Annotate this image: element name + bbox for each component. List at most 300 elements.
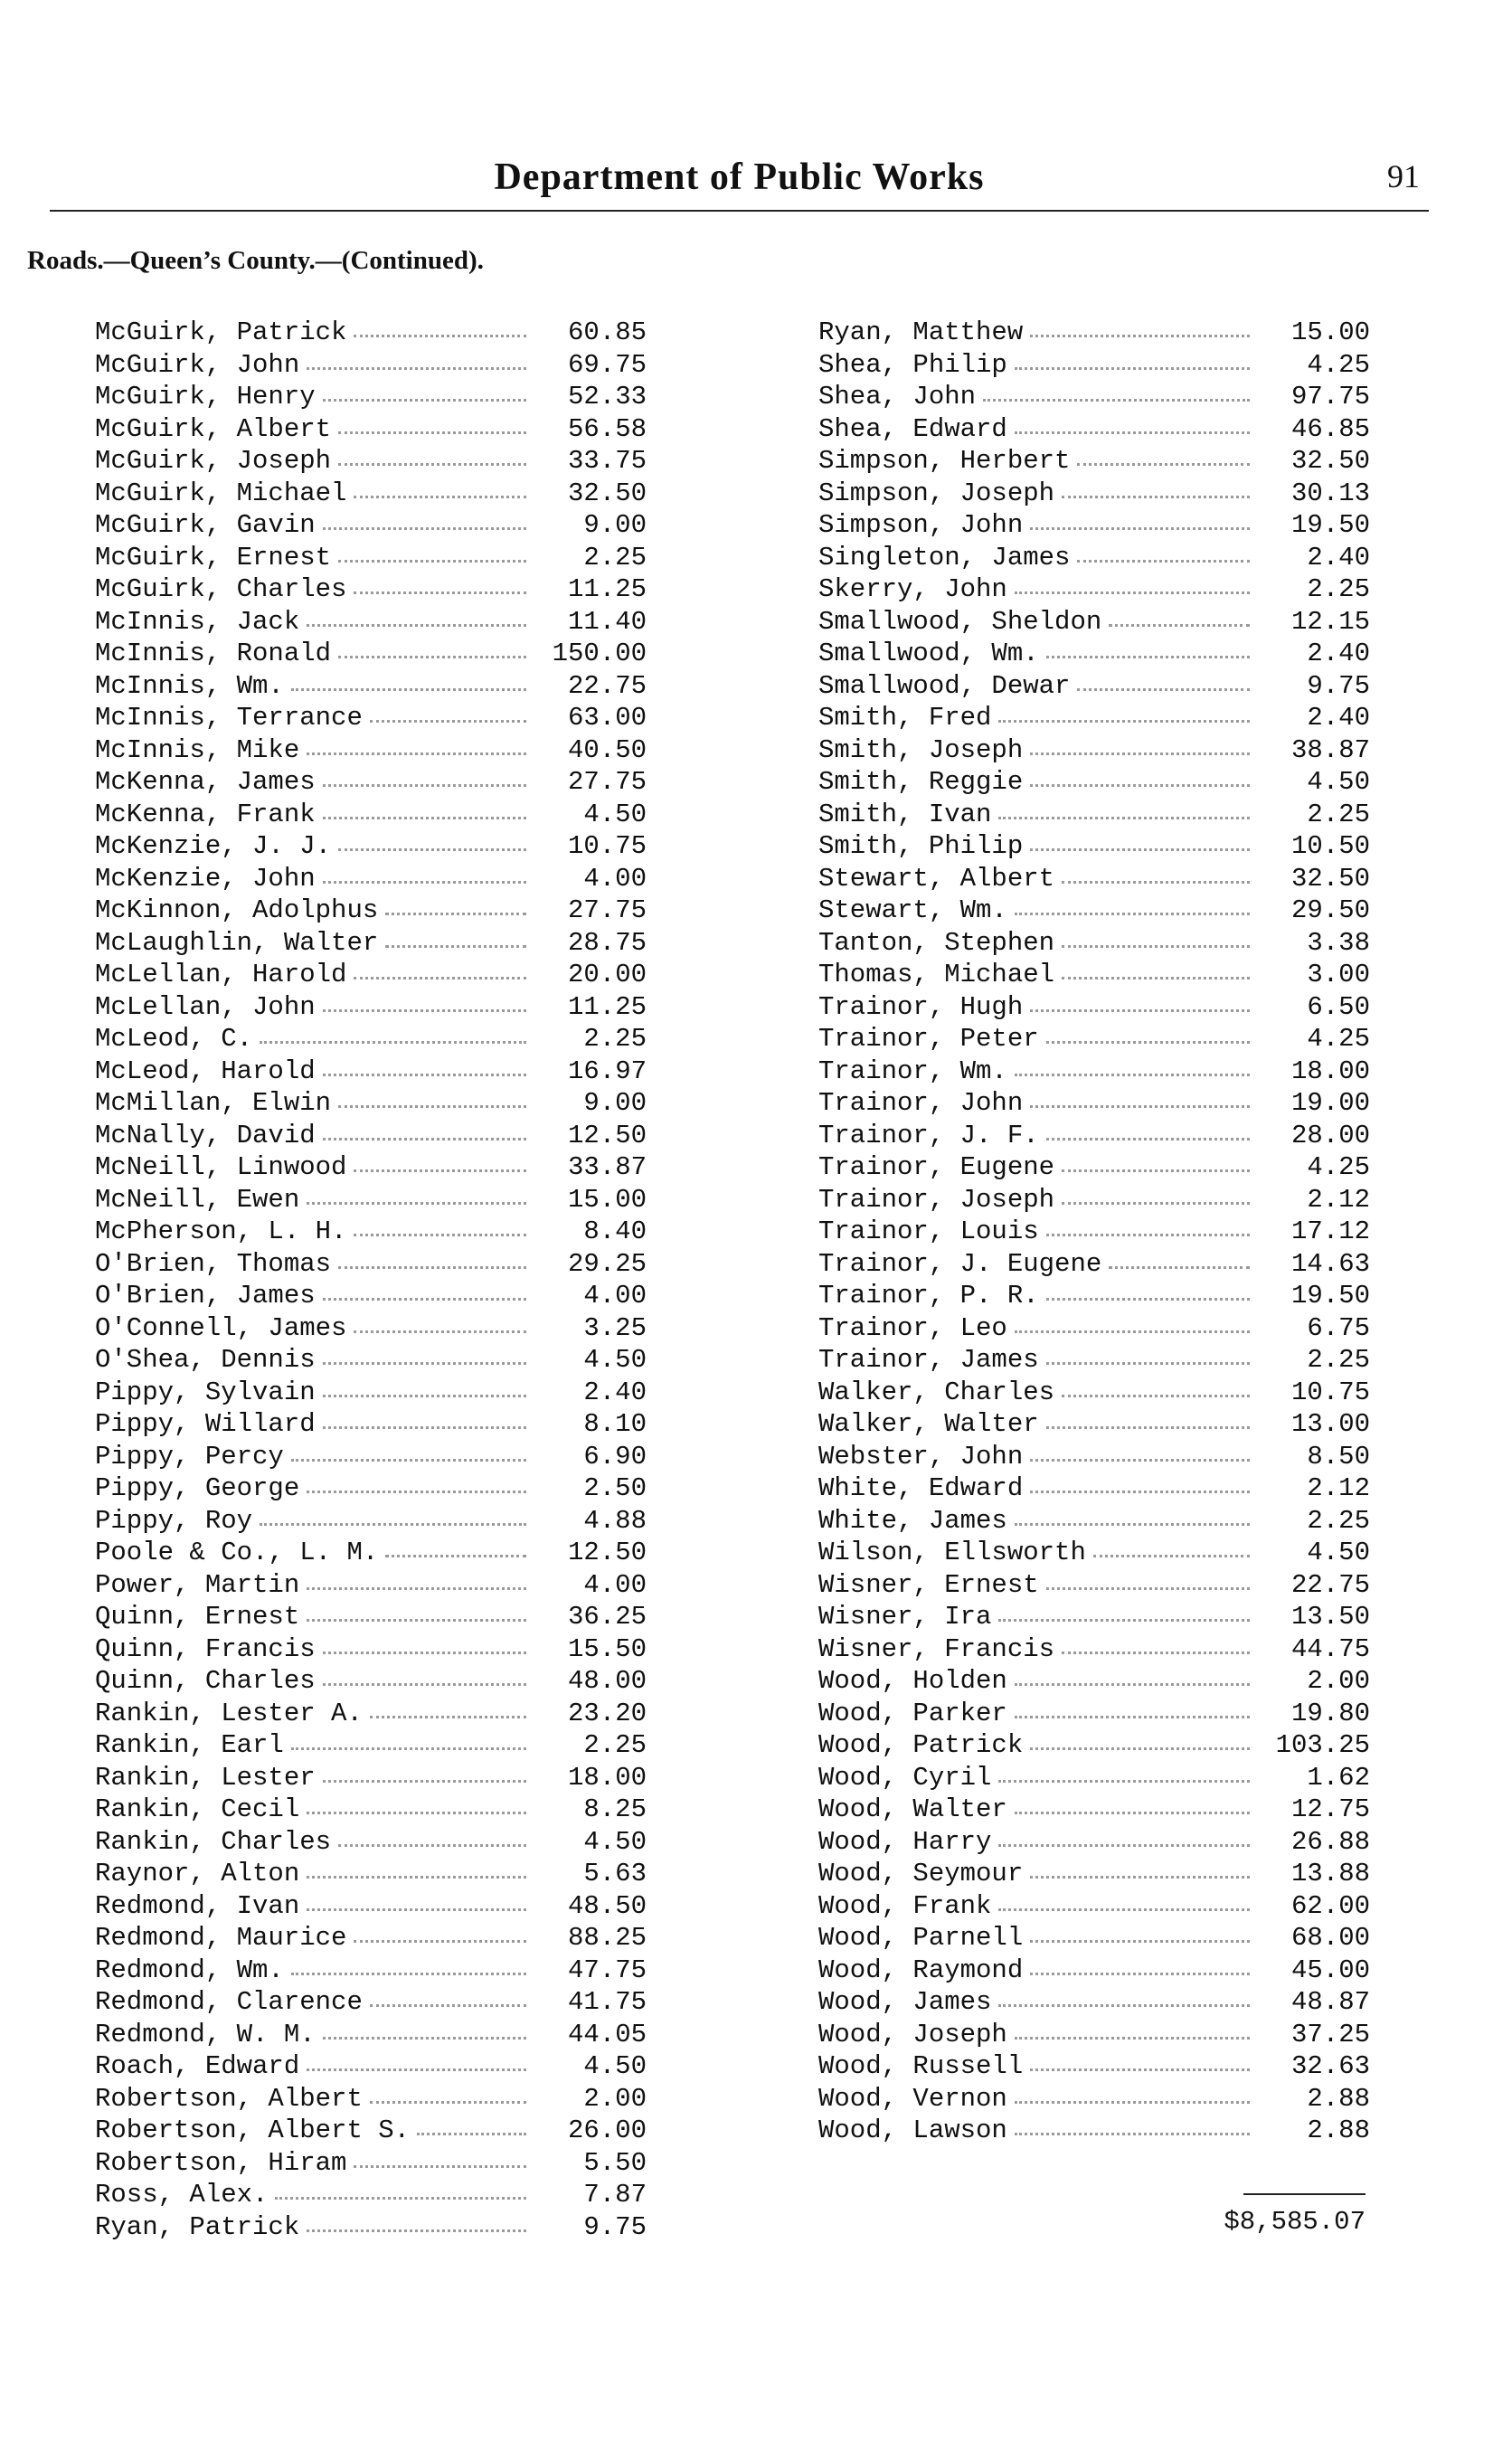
dot-leader bbox=[1030, 784, 1250, 787]
list-item bbox=[95, 1312, 647, 1345]
dot-leader bbox=[354, 335, 526, 337]
payee-name: Shea, John bbox=[818, 382, 977, 412]
payment-amount: 52.33 bbox=[567, 382, 647, 412]
payment-amount: 22.75 bbox=[567, 670, 647, 701]
dot-leader bbox=[323, 881, 526, 884]
dot-leader bbox=[323, 2037, 526, 2040]
dot-leader bbox=[1062, 1202, 1250, 1205]
dot-leader bbox=[291, 1459, 526, 1462]
dot-leader bbox=[370, 2101, 526, 2104]
payee-name: Wood, James bbox=[818, 1987, 992, 2017]
payee-name: McLellan, John bbox=[95, 991, 316, 1022]
dot-leader bbox=[1062, 881, 1250, 884]
payee-name: Trainor, Eugene bbox=[818, 1152, 1055, 1182]
payee-name: Raynor, Alton bbox=[95, 1859, 300, 1888]
payee-name: McGuirk, John bbox=[95, 349, 300, 380]
payment-amount: 33.75 bbox=[567, 446, 647, 476]
dot-leader bbox=[291, 1747, 526, 1750]
list-item bbox=[95, 478, 647, 510]
dot-leader bbox=[354, 1169, 526, 1172]
left-column bbox=[95, 317, 647, 2243]
payment-amount: 9.75 bbox=[1307, 670, 1370, 701]
list-item bbox=[95, 1248, 647, 1281]
payment-amount: 68.00 bbox=[1290, 1923, 1370, 1953]
section-heading: Roads.—Queen’s County.—(Continued). bbox=[27, 246, 484, 275]
dot-leader bbox=[323, 784, 526, 787]
dot-leader bbox=[1030, 2068, 1250, 2071]
list-item bbox=[818, 1794, 1370, 1826]
list-item bbox=[818, 1216, 1370, 1248]
payment-amount: 33.87 bbox=[567, 1152, 647, 1182]
dot-leader bbox=[338, 463, 526, 466]
list-item bbox=[818, 1890, 1370, 1923]
list-item bbox=[818, 1344, 1370, 1377]
list-item bbox=[95, 2179, 647, 2211]
page-title: Department of Public Works bbox=[494, 156, 985, 198]
payment-amount: 27.75 bbox=[567, 895, 647, 925]
payment-amount: 2.25 bbox=[583, 1730, 647, 1760]
dot-leader bbox=[323, 1780, 526, 1783]
payee-name: Trainor, Wm. bbox=[818, 1055, 1007, 1086]
payment-amount: 19.80 bbox=[1290, 1698, 1370, 1728]
payment-amount: 4.25 bbox=[1307, 1024, 1370, 1054]
dot-leader bbox=[338, 560, 526, 563]
payment-amount: 97.75 bbox=[1290, 382, 1370, 412]
payment-amount: 2.40 bbox=[1307, 639, 1370, 668]
payment-amount: 44.75 bbox=[1290, 1633, 1370, 1664]
dot-leader bbox=[323, 1009, 526, 1012]
list-item bbox=[818, 1922, 1370, 1955]
payment-amount: 60.85 bbox=[567, 317, 647, 347]
dot-leader bbox=[1062, 496, 1250, 498]
payee-name: O'Brien, James bbox=[95, 1281, 316, 1311]
dot-leader bbox=[1030, 1973, 1250, 1975]
list-item bbox=[818, 413, 1370, 446]
payee-name: McGuirk, Ernest bbox=[95, 542, 332, 573]
payment-amount: 150.00 bbox=[552, 639, 647, 668]
payee-name: Trainor, Leo bbox=[818, 1312, 1007, 1343]
list-item bbox=[95, 1505, 647, 1538]
dot-leader bbox=[354, 1234, 526, 1236]
payee-name: White, Edward bbox=[818, 1473, 1024, 1503]
payee-name: Wilson, Ellsworth bbox=[818, 1538, 1086, 1567]
dot-leader bbox=[307, 2068, 526, 2071]
list-item bbox=[818, 1665, 1370, 1698]
dot-leader bbox=[1015, 1683, 1250, 1686]
dot-leader bbox=[998, 1619, 1250, 1622]
list-item bbox=[95, 1826, 647, 1859]
dot-leader bbox=[983, 399, 1250, 402]
payment-amount: 16.97 bbox=[567, 1055, 647, 1086]
dot-leader bbox=[1015, 2101, 1250, 2104]
payee-name: Wood, Holden bbox=[818, 1666, 1007, 1696]
payee-name: Wood, Lawson bbox=[818, 2115, 1007, 2145]
payment-amount: 1.62 bbox=[1307, 1762, 1370, 1793]
payment-amount: 12.75 bbox=[1290, 1794, 1370, 1824]
payee-name: Singleton, James bbox=[818, 542, 1071, 573]
list-item bbox=[818, 573, 1370, 606]
dot-leader bbox=[338, 1105, 526, 1108]
payment-amount: 46.85 bbox=[1290, 413, 1370, 444]
list-item bbox=[95, 1441, 647, 1473]
list-item bbox=[95, 638, 647, 670]
list-item bbox=[95, 349, 647, 382]
list-item bbox=[818, 1120, 1370, 1152]
payment-amount: 3.38 bbox=[1307, 927, 1370, 958]
list-item bbox=[818, 734, 1370, 767]
dot-leader bbox=[1062, 977, 1250, 980]
dot-leader bbox=[417, 2133, 526, 2135]
dot-leader bbox=[1062, 1652, 1250, 1654]
payee-name: Ross, Alex. bbox=[95, 2180, 269, 2210]
payment-amount: 15.50 bbox=[567, 1633, 647, 1664]
payment-amount: 30.13 bbox=[1290, 478, 1370, 508]
dot-leader bbox=[1062, 1395, 1250, 1397]
payment-amount: 8.25 bbox=[583, 1794, 647, 1824]
total-rule bbox=[1243, 2193, 1366, 2195]
list-item bbox=[95, 573, 647, 606]
payment-amount: 9.00 bbox=[583, 510, 647, 540]
payee-name: McPherson, L. H. bbox=[95, 1216, 347, 1246]
payee-name: Smallwood, Dewar bbox=[818, 670, 1071, 701]
payment-amount: 6.75 bbox=[1307, 1312, 1370, 1343]
list-item bbox=[95, 2019, 647, 2051]
payment-amount: 28.00 bbox=[1290, 1120, 1370, 1150]
payment-amount: 2.25 bbox=[583, 1024, 647, 1054]
payment-amount: 32.50 bbox=[567, 478, 647, 508]
dot-leader bbox=[1015, 592, 1250, 594]
dot-leader bbox=[1015, 367, 1250, 370]
payee-name: Shea, Edward bbox=[818, 413, 1007, 444]
payee-name: O'Connell, James bbox=[95, 1312, 347, 1343]
payment-amount: 29.25 bbox=[567, 1248, 647, 1279]
payee-name: Pippy, Sylvain bbox=[95, 1377, 316, 1407]
list-item bbox=[818, 349, 1370, 382]
list-item bbox=[818, 1248, 1370, 1281]
list-item bbox=[818, 894, 1370, 927]
payment-amount: 2.00 bbox=[583, 2083, 647, 2114]
payment-amount: 29.50 bbox=[1290, 895, 1370, 925]
dot-leader bbox=[998, 817, 1250, 819]
list-item bbox=[95, 1729, 647, 1762]
list-item bbox=[95, 959, 647, 991]
payee-name: Wood, Walter bbox=[818, 1794, 1007, 1824]
payee-name: Trainor, John bbox=[818, 1088, 1024, 1118]
dot-leader bbox=[385, 913, 526, 915]
list-item bbox=[818, 1601, 1370, 1633]
payee-name: McLellan, Harold bbox=[95, 960, 347, 989]
payee-name: Rankin, Charles bbox=[95, 1826, 332, 1857]
dot-leader bbox=[385, 1555, 526, 1557]
payment-amount: 4.00 bbox=[583, 863, 647, 894]
payment-amount: 38.87 bbox=[1290, 734, 1370, 765]
grand-total: $8,585.07 bbox=[1224, 2207, 1366, 2237]
list-item bbox=[95, 1023, 647, 1055]
dot-leader bbox=[260, 1523, 526, 1526]
list-item bbox=[818, 317, 1370, 349]
list-item bbox=[818, 1184, 1370, 1216]
payment-amount: 15.00 bbox=[567, 1184, 647, 1215]
list-item bbox=[818, 1633, 1370, 1666]
list-item bbox=[95, 1633, 647, 1666]
dot-leader bbox=[1062, 1169, 1250, 1172]
payee-name: Simpson, Joseph bbox=[818, 478, 1055, 508]
list-item bbox=[95, 2115, 647, 2147]
payment-amount: 10.75 bbox=[1290, 1377, 1370, 1407]
payment-amount: 48.50 bbox=[567, 1890, 647, 1921]
payee-name: Rankin, Lester A. bbox=[95, 1698, 363, 1728]
list-item bbox=[95, 542, 647, 574]
dot-leader bbox=[291, 688, 526, 691]
payee-name: Trainor, Joseph bbox=[818, 1184, 1055, 1215]
payee-name: Walker, Walter bbox=[818, 1409, 1039, 1439]
dot-leader bbox=[370, 1716, 526, 1718]
payment-amount: 12.50 bbox=[567, 1538, 647, 1567]
payee-name: Robertson, Hiram bbox=[95, 2147, 347, 2178]
dot-leader bbox=[1015, 1523, 1250, 1526]
payment-amount: 103.25 bbox=[1275, 1730, 1370, 1760]
payee-name: McGuirk, Henry bbox=[95, 382, 316, 412]
list-item bbox=[818, 1729, 1370, 1762]
payment-amount: 2.25 bbox=[1307, 1505, 1370, 1536]
payment-amount: 32.50 bbox=[1290, 446, 1370, 476]
dot-leader bbox=[1030, 335, 1250, 337]
payment-amount: 20.00 bbox=[567, 960, 647, 989]
list-item bbox=[818, 1505, 1370, 1538]
payee-name: McInnis, Jack bbox=[95, 606, 300, 637]
dot-leader bbox=[1046, 1587, 1250, 1590]
list-item bbox=[818, 1858, 1370, 1890]
payee-name: Quinn, Ernest bbox=[95, 1602, 300, 1632]
list-item bbox=[95, 381, 647, 413]
payment-amount: 13.50 bbox=[1290, 1602, 1370, 1632]
list-item bbox=[818, 1408, 1370, 1441]
list-item bbox=[818, 1826, 1370, 1859]
dot-leader bbox=[1015, 1716, 1250, 1718]
dot-leader bbox=[354, 1330, 526, 1333]
payee-name: McKenna, Frank bbox=[95, 799, 316, 829]
payment-amount: 3.25 bbox=[583, 1312, 647, 1343]
payment-amount: 8.40 bbox=[583, 1216, 647, 1246]
list-item bbox=[95, 1890, 647, 1923]
payment-amount: 19.50 bbox=[1290, 1281, 1370, 1311]
payment-amount: 27.75 bbox=[567, 767, 647, 797]
payee-name: Shea, Philip bbox=[818, 349, 1007, 380]
payee-name: McNally, David bbox=[95, 1120, 316, 1150]
dot-leader bbox=[338, 1844, 526, 1847]
list-item bbox=[95, 1344, 647, 1377]
payee-name: McKenzie, J. J. bbox=[95, 831, 332, 861]
dot-leader bbox=[323, 1362, 526, 1365]
dot-leader bbox=[1046, 656, 1250, 658]
payee-name: Wood, Raymond bbox=[818, 1955, 1024, 1985]
dot-leader bbox=[1093, 1555, 1250, 1557]
dot-leader bbox=[291, 1973, 526, 1975]
payee-name: Wood, Russell bbox=[818, 2051, 1024, 2081]
dot-leader bbox=[307, 1812, 526, 1814]
payment-amount: 32.63 bbox=[1290, 2051, 1370, 2081]
list-item bbox=[95, 670, 647, 703]
list-item bbox=[95, 863, 647, 895]
dot-leader bbox=[1030, 1459, 1250, 1462]
payment-amount: 5.50 bbox=[583, 2147, 647, 2178]
payee-name: Robertson, Albert bbox=[95, 2083, 363, 2114]
payee-name: Stewart, Wm. bbox=[818, 895, 1007, 925]
payee-name: McGuirk, Patrick bbox=[95, 317, 347, 347]
payee-name: Trainor, J. Eugene bbox=[818, 1248, 1102, 1279]
payment-amount: 19.50 bbox=[1290, 510, 1370, 540]
list-item bbox=[818, 1569, 1370, 1602]
payee-name: McNeill, Linwood bbox=[95, 1152, 347, 1182]
dot-leader bbox=[307, 1908, 526, 1911]
list-item bbox=[818, 1986, 1370, 2019]
list-item bbox=[95, 1055, 647, 1088]
payee-name: Pippy, Percy bbox=[95, 1441, 284, 1472]
payment-amount: 4.50 bbox=[1307, 1538, 1370, 1567]
list-item bbox=[818, 606, 1370, 639]
payee-name: Pippy, George bbox=[95, 1473, 300, 1503]
payee-name: Roach, Edward bbox=[95, 2051, 300, 2081]
payment-amount: 2.40 bbox=[583, 1377, 647, 1407]
dot-leader bbox=[1046, 1362, 1250, 1365]
list-item bbox=[818, 542, 1370, 574]
payee-name: Trainor, J. F. bbox=[818, 1120, 1039, 1150]
payment-amount: 2.88 bbox=[1307, 2083, 1370, 2114]
page-number: 91 bbox=[1387, 158, 1420, 194]
dot-leader bbox=[354, 592, 526, 594]
list-item bbox=[818, 1955, 1370, 1987]
payment-amount: 36.25 bbox=[567, 1602, 647, 1632]
payee-name: McGuirk, Michael bbox=[95, 478, 347, 508]
payee-name: McMillan, Elwin bbox=[95, 1088, 332, 1118]
payment-amount: 4.25 bbox=[1307, 1152, 1370, 1182]
payee-name: O'Shea, Dennis bbox=[95, 1345, 316, 1375]
payment-amount: 2.40 bbox=[1307, 703, 1370, 733]
list-item bbox=[818, 1023, 1370, 1055]
payee-name: Smith, Fred bbox=[818, 703, 992, 733]
payment-amount: 22.75 bbox=[1290, 1569, 1370, 1600]
payee-name: Pippy, Willard bbox=[95, 1409, 316, 1439]
list-item bbox=[818, 1472, 1370, 1505]
list-item bbox=[95, 1408, 647, 1441]
payment-amount: 2.50 bbox=[583, 1473, 647, 1503]
payee-name: Redmond, Clarence bbox=[95, 1987, 363, 2017]
payee-name: Trainor, P. R. bbox=[818, 1281, 1039, 1311]
list-item bbox=[95, 1794, 647, 1826]
payee-name: Simpson, John bbox=[818, 510, 1024, 540]
list-item bbox=[818, 1151, 1370, 1184]
payment-amount: 28.75 bbox=[567, 927, 647, 958]
list-item bbox=[95, 927, 647, 960]
list-item bbox=[95, 445, 647, 478]
payee-name: Wood, Patrick bbox=[818, 1730, 1024, 1760]
payment-amount: 47.75 bbox=[567, 1955, 647, 1985]
payee-name: Wood, Parnell bbox=[818, 1923, 1024, 1953]
payment-amount: 11.25 bbox=[567, 574, 647, 604]
payee-name: Smith, Philip bbox=[818, 831, 1024, 861]
payment-amount: 11.25 bbox=[567, 991, 647, 1022]
dot-leader bbox=[307, 1619, 526, 1622]
payee-name: McInnis, Ronald bbox=[95, 639, 332, 668]
list-item bbox=[818, 1537, 1370, 1569]
list-item bbox=[818, 2050, 1370, 2083]
payment-amount: 14.63 bbox=[1290, 1248, 1370, 1279]
payee-name: Smith, Joseph bbox=[818, 734, 1024, 765]
list-item bbox=[818, 1377, 1370, 1409]
list-item bbox=[818, 1055, 1370, 1088]
list-item bbox=[95, 799, 647, 831]
payee-name: McGuirk, Gavin bbox=[95, 510, 316, 540]
list-item bbox=[95, 2050, 647, 2083]
dot-leader bbox=[1046, 1138, 1250, 1141]
payee-name: McGuirk, Charles bbox=[95, 574, 347, 604]
dot-leader bbox=[323, 1074, 526, 1076]
payee-name: Smallwood, Sheldon bbox=[818, 606, 1102, 637]
payment-amount: 7.87 bbox=[583, 2180, 647, 2210]
payment-amount: 37.25 bbox=[1290, 2019, 1370, 2049]
dot-leader bbox=[260, 1041, 526, 1044]
payment-amount: 2.00 bbox=[1307, 1666, 1370, 1696]
payment-amount: 26.00 bbox=[567, 2115, 647, 2145]
list-item bbox=[95, 1955, 647, 1987]
list-item bbox=[818, 1762, 1370, 1794]
dot-leader bbox=[338, 848, 526, 851]
payment-amount: 18.00 bbox=[1290, 1055, 1370, 1086]
dot-leader bbox=[1015, 431, 1250, 434]
dot-leader bbox=[1046, 1234, 1250, 1236]
list-item bbox=[95, 1120, 647, 1152]
list-item bbox=[818, 2019, 1370, 2051]
dot-leader bbox=[1046, 1298, 1250, 1301]
dot-leader bbox=[998, 1908, 1250, 1911]
list-item bbox=[818, 1441, 1370, 1473]
dot-leader bbox=[1015, 2133, 1250, 2135]
payment-amount: 8.50 bbox=[1307, 1441, 1370, 1472]
payee-name: Trainor, James bbox=[818, 1345, 1039, 1375]
dot-leader bbox=[1015, 1330, 1250, 1333]
payee-name: Wood, Parker bbox=[818, 1698, 1007, 1728]
dot-leader bbox=[338, 1266, 526, 1269]
payment-amount: 4.50 bbox=[583, 1345, 647, 1375]
list-item bbox=[95, 1698, 647, 1730]
payment-amount: 13.88 bbox=[1290, 1859, 1370, 1888]
payee-name: Redmond, Wm. bbox=[95, 1955, 284, 1985]
dot-leader bbox=[1109, 1266, 1250, 1269]
dot-leader bbox=[307, 2229, 526, 2232]
payee-name: Wood, Cyril bbox=[818, 1762, 992, 1793]
list-item bbox=[95, 1216, 647, 1248]
list-item bbox=[818, 1280, 1370, 1312]
list-item bbox=[95, 1762, 647, 1794]
dot-leader bbox=[1046, 1041, 1250, 1044]
payment-amount: 32.50 bbox=[1290, 863, 1370, 894]
payment-amount: 19.00 bbox=[1290, 1088, 1370, 1118]
dot-leader bbox=[1062, 945, 1250, 948]
dot-leader bbox=[323, 1683, 526, 1686]
list-item bbox=[95, 1280, 647, 1312]
dot-leader bbox=[323, 1395, 526, 1397]
list-item bbox=[95, 830, 647, 863]
list-item bbox=[818, 445, 1370, 478]
dot-leader bbox=[354, 977, 526, 980]
list-item bbox=[95, 606, 647, 639]
dot-leader bbox=[1030, 1491, 1250, 1493]
list-item bbox=[818, 799, 1370, 831]
payee-name: Trainor, Louis bbox=[818, 1216, 1039, 1246]
list-item bbox=[818, 638, 1370, 670]
payment-amount: 69.75 bbox=[567, 349, 647, 380]
payment-amount: 2.25 bbox=[1307, 1345, 1370, 1375]
